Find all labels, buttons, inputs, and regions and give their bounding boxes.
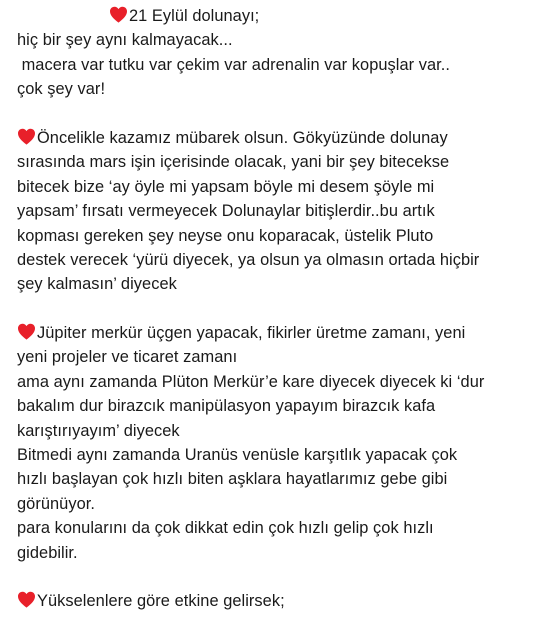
text-line: Jüpiter merkür üçgen yapacak, fikirler üretme zamanı, yeni: [17, 321, 536, 345]
text-line: çok şey var!: [17, 80, 106, 99]
text-line: şey kalmasın’ diyecek: [17, 275, 177, 294]
text-line: bitecek bize ‘ay öyle mi yapsam böyle mi desem şöyle mi: [17, 177, 435, 196]
text-line: ama aynı zamanda Plüton Merkür’e kare diyecek diyecek ki ‘dur: [17, 372, 485, 391]
heart-icon: [17, 591, 36, 608]
text-line: para konularını da çok dikkat edin çok hızlı gelip çok hızlı: [17, 519, 434, 538]
paragraph: [17, 589, 536, 613]
paragraph: [17, 126, 536, 297]
text-line: hiç bir şey aynı kalmayacak...: [17, 31, 233, 50]
text-line: görünüyor.: [17, 494, 95, 513]
paragraph: [17, 321, 536, 565]
text-line: kopması gereken şey neyse onu koparacak, üstelik Pluto: [17, 226, 434, 245]
text-line: sırasında mars işin içerisinde olacak, yani bir şey bitecekse: [17, 153, 450, 172]
text-line: 21 Eylül dolunayı;: [17, 4, 536, 28]
heart-icon: [17, 128, 36, 145]
text-line: Yükselenlere göre etkine gelirsek;: [17, 589, 536, 613]
heart-icon: [109, 6, 128, 23]
text-line: hızlı başlayan çok hızlı biten aşklara hayatlarımız gebe gibi: [17, 470, 448, 489]
text-line: destek verecek ‘yürü diyecek, ya olsun ya olmasın ortada hiçbir: [17, 250, 480, 269]
text-line: gidebilir.: [17, 543, 78, 562]
heart-icon: [17, 323, 36, 340]
text-line: macera var tutku var çekim var adrenalin var kopuşlar var..: [17, 55, 450, 74]
paragraph-gap: [17, 102, 536, 126]
paragraph-gap: [17, 565, 536, 589]
text-line: Bitmedi aynı zamanda Uranüs venüsle karşıtlık yapacak çok: [17, 446, 458, 465]
text-line: karıştırıyayım’ diyecek: [17, 421, 180, 440]
text-line: yeni projeler ve ticaret zamanı: [17, 348, 238, 367]
text-line: bakalım dur birazcık manipülasyon yapayım birazcık kafa: [17, 397, 436, 416]
text-line: Öncelikle kazamız mübarek olsun. Gökyüzünde dolunay: [17, 126, 536, 150]
paragraph-gap: [17, 297, 536, 321]
text-line: yapsam’ fırsatı vermeyecek Dolunaylar bitişlerdir..bu artık: [17, 202, 435, 221]
paragraph: [17, 4, 536, 102]
